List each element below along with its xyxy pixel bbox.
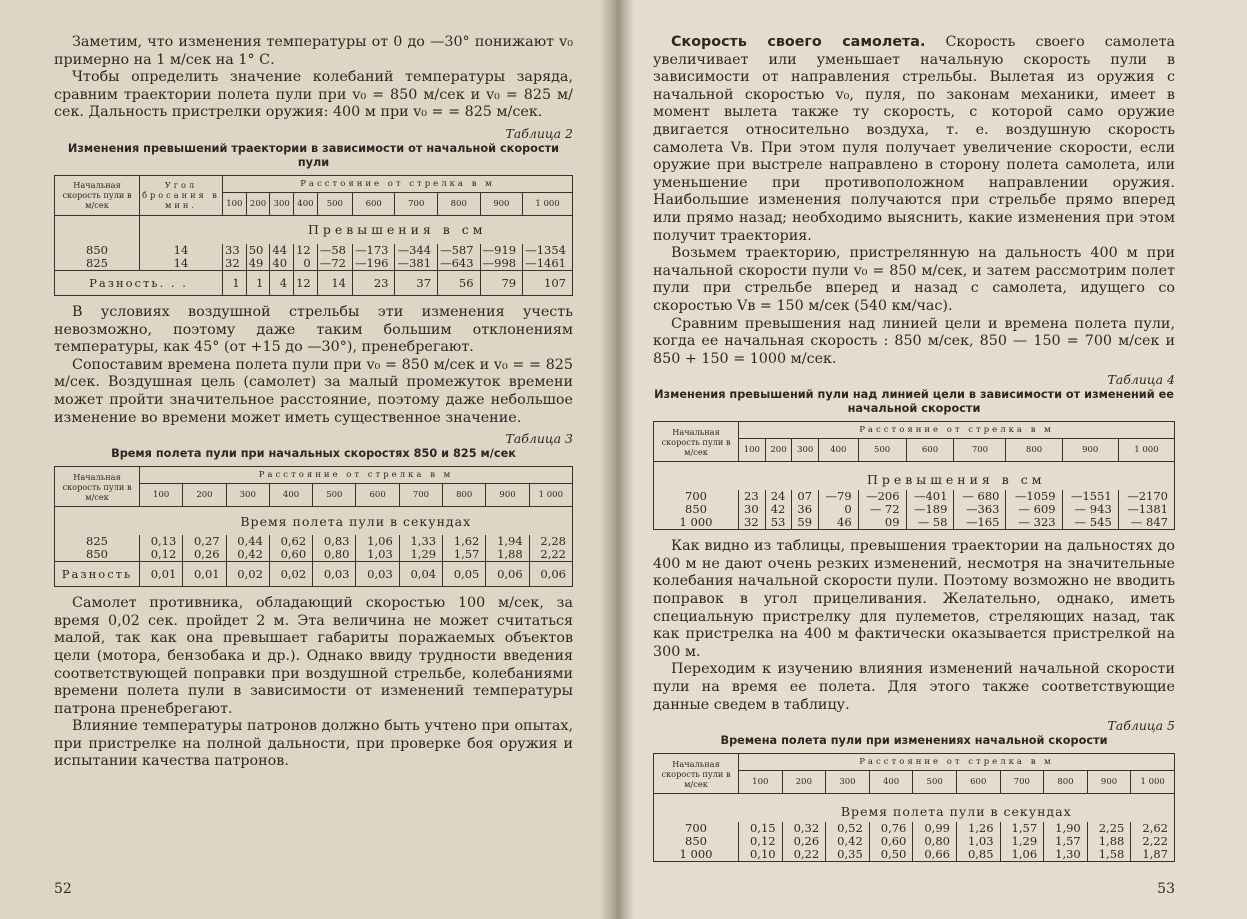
value-cell: 2,22 <box>1131 835 1175 848</box>
paragraph: Как видно из таблицы, превышения траектории на дальностях до 400 м не дают очень резких изменений, несмотря на значительные колебания начальной скорости пули. Поэтому возможно не вводить поправок в угол прицеливания. Желательно, однако, иметь специальную пристрелку для пулеметов, стреляющих назад, так как пристрелка на 400 м фактически оказывается пристрелкой на 300 м. <box>653 538 1175 660</box>
value-cell: 30 <box>739 503 766 516</box>
value-cell: 0,85 <box>956 848 1000 862</box>
value-cell: 0,32 <box>782 822 826 835</box>
value-cell: 1,33 <box>399 535 442 548</box>
distance-header-cell: 700 <box>1000 771 1044 794</box>
value-cell: 0,44 <box>226 535 269 548</box>
value-cell: 2,25 <box>1087 822 1131 835</box>
table-3 <box>54 466 573 587</box>
paragraph: Заметим, что изменения температуры от 0 до —30° понижают v₀ примерно на 1 м/сек на 1° С. <box>54 34 573 68</box>
value-cell: 50 <box>246 244 270 257</box>
distance-header-cell: 300 <box>226 484 269 507</box>
value-cell: —381 <box>395 257 438 271</box>
table-label: Таблица 4 <box>1107 372 1175 388</box>
value-cell: 1,87 <box>1131 848 1175 862</box>
speed-cell: 700 <box>654 822 739 835</box>
value-cell: 0,76 <box>869 822 913 835</box>
value-cell: 59 <box>792 516 819 530</box>
value-cell: 0 <box>294 257 318 271</box>
value-cell: 1,88 <box>1087 835 1131 848</box>
distance-header-cell: 200 <box>765 439 792 462</box>
paragraph: Сопоставим времена полета пули при v₀ = 850 м/сек и v₀ = = 825 м/сек. Воздушная цель (самолет) за малый промежуток времени может пройти значительное расстояние, поэтому даже небольшое изменение во времени может иметь существенное значение. <box>54 356 573 426</box>
paragraph-lead: Скорость своего самолета. <box>671 34 926 50</box>
value-cell: —189 <box>906 503 954 516</box>
value-cell: — 943 <box>1062 503 1118 516</box>
value-cell: 0,42 <box>226 548 269 562</box>
diff-value-cell: 0,06 <box>486 562 529 587</box>
diff-value-cell: 0,06 <box>529 562 572 587</box>
value-cell: 1,90 <box>1044 822 1088 835</box>
value-cell: — 323 <box>1006 516 1062 530</box>
col-header-speed: Начальная скорость пули в м/сек <box>55 467 140 507</box>
value-cell: — 609 <box>1006 503 1062 516</box>
distance-header-cell: 300 <box>792 439 819 462</box>
speed-cell: 850 <box>55 548 140 562</box>
value-cell: —1381 <box>1118 503 1174 516</box>
distance-header-cell: 600 <box>352 192 395 215</box>
table-2 <box>54 175 573 296</box>
distance-header-cell: 400 <box>269 484 312 507</box>
table-row <box>654 822 1175 835</box>
distance-header-cell: 200 <box>246 192 270 215</box>
distance-header-cell: 300 <box>270 192 294 215</box>
value-cell: —2170 <box>1118 490 1174 503</box>
distance-header-cell: 600 <box>356 484 399 507</box>
value-cell: —196 <box>352 257 395 271</box>
table-label: Таблица 3 <box>505 431 573 447</box>
value-cell: 1,30 <box>1044 848 1088 862</box>
paragraph: В условиях воздушной стрельбы эти изменения учесть невозможно, поэтому даже таким большим отклонениям температуры, как 45° (от +15 до —30°), пренебрегают. <box>54 303 573 356</box>
page-number: 53 <box>1157 881 1175 897</box>
table-row <box>654 835 1175 848</box>
value-cell: 23 <box>739 490 766 503</box>
table-row <box>654 516 1175 530</box>
table-title: Время полета пули при начальных скоростях 850 и 825 м/сек <box>111 447 516 461</box>
distance-header-cell: 700 <box>954 439 1006 462</box>
value-cell: —1461 <box>523 257 573 271</box>
value-cell: 1,57 <box>443 548 486 562</box>
distance-header-cell: 500 <box>858 439 906 462</box>
distance-header-cell: 600 <box>906 439 954 462</box>
section-label: Превышения в см <box>866 471 1046 487</box>
value-cell: 0,22 <box>782 848 826 862</box>
distance-header-cell: 1 000 <box>529 484 572 507</box>
value-cell: 1,06 <box>356 535 399 548</box>
table-4 <box>653 421 1175 530</box>
distance-header-cell: 100 <box>223 192 247 215</box>
diff-value-cell: 12 <box>294 270 318 295</box>
diff-label-cell: Разность. . . <box>55 270 223 295</box>
value-cell: — 680 <box>954 490 1006 503</box>
speed-cell: 850 <box>654 503 739 516</box>
value-cell: 0,35 <box>826 848 870 862</box>
diff-value-cell: 0,04 <box>399 562 442 587</box>
value-cell: 0,60 <box>269 548 312 562</box>
distance-header-cell: 500 <box>313 484 356 507</box>
value-cell: —79 <box>819 490 859 503</box>
value-cell: — 847 <box>1118 516 1174 530</box>
paragraph <box>653 34 1175 245</box>
value-cell: —344 <box>395 244 438 257</box>
distance-header-cell: 900 <box>486 484 529 507</box>
speed-cell: 850 <box>654 835 739 848</box>
value-cell: 0,15 <box>739 822 783 835</box>
value-cell: —165 <box>954 516 1006 530</box>
table-row <box>55 562 573 587</box>
value-cell: — 72 <box>858 503 906 516</box>
value-cell: —401 <box>906 490 954 503</box>
value-cell: 09 <box>858 516 906 530</box>
value-cell: 2,62 <box>1131 822 1175 835</box>
diff-value-cell: 1 <box>223 270 247 295</box>
diff-value-cell: 0,05 <box>443 562 486 587</box>
value-cell: 44 <box>270 244 294 257</box>
value-cell: 0,80 <box>313 548 356 562</box>
table-row <box>55 270 573 295</box>
speed-cell: 825 <box>55 535 140 548</box>
value-cell: 0,12 <box>739 835 783 848</box>
speed-cell: 1 000 <box>654 848 739 862</box>
distance-header-cell: 1 000 <box>1131 771 1175 794</box>
value-cell: 1,06 <box>1000 848 1044 862</box>
value-cell: — 58 <box>906 516 954 530</box>
value-cell: —587 <box>438 244 481 257</box>
speed-cell: 1 000 <box>654 516 739 530</box>
distance-header-cell: 100 <box>140 484 183 507</box>
diff-value-cell: 0,01 <box>140 562 183 587</box>
diff-value-cell: 56 <box>438 270 481 295</box>
table-title: Изменения превышений траектории в зависимости от начальной скорости пули <box>67 141 560 169</box>
value-cell: —173 <box>352 244 395 257</box>
value-cell: 1,03 <box>356 548 399 562</box>
angle-cell: 14 <box>140 244 223 257</box>
diff-value-cell: 0,02 <box>269 562 312 587</box>
value-cell: 1,88 <box>486 548 529 562</box>
value-cell: 0,12 <box>140 548 183 562</box>
distance-header-cell: 800 <box>438 192 481 215</box>
value-cell: 42 <box>765 503 792 516</box>
value-cell: 40 <box>270 257 294 271</box>
distance-header-cell: 900 <box>1087 771 1131 794</box>
table-title: Изменения превышений пули над линией цели в зависимости от изменений ее начальной скорости <box>654 388 1174 416</box>
paragraph: Возьмем траекторию, пристрелянную на дальность 400 м при начальной скорости пули v₀ = 850 м/сек, и затем рассмотрим полет пули при стрельбе вперед и назад с самолета, идущего со скоростью Vв = 150 м/сек (540 км/час). <box>653 245 1175 314</box>
value-cell: 0 <box>819 503 859 516</box>
table-row <box>55 535 573 548</box>
section-label: Время полета пули в секундах <box>840 803 1072 819</box>
section-label: Превышения в см <box>307 222 487 238</box>
value-cell: 1,57 <box>1044 835 1088 848</box>
distance-header-cell: 100 <box>739 771 783 794</box>
distance-header-cell: 100 <box>739 439 766 462</box>
table-row <box>55 548 573 562</box>
speed-cell: 700 <box>654 490 739 503</box>
value-cell: 2,22 <box>529 548 572 562</box>
distance-header-cell: 500 <box>317 192 352 215</box>
value-cell: 32 <box>223 257 247 271</box>
value-cell: 07 <box>792 490 819 503</box>
distance-header-cell: 800 <box>443 484 486 507</box>
value-cell: 0,80 <box>913 835 957 848</box>
distance-header: Расстояние от стрелка в м <box>140 467 573 484</box>
value-cell: — 545 <box>1062 516 1118 530</box>
value-cell: 2,28 <box>529 535 572 548</box>
distance-header-cell: 200 <box>782 771 826 794</box>
value-cell: —919 <box>480 244 523 257</box>
distance-header-cell: 400 <box>294 192 318 215</box>
table-title: Времена полета пули при изменениях начальной скорости <box>720 734 1108 748</box>
diff-value-cell: 0,03 <box>356 562 399 587</box>
value-cell: —363 <box>954 503 1006 516</box>
value-cell: —643 <box>438 257 481 271</box>
table-label: Таблица 2 <box>505 125 573 141</box>
paragraph: Влияние температуры патронов должно быть учтено при опытах, при пристрелке на полной дальности, при проверке боя оружия и испытании качества патронов. <box>54 718 573 770</box>
value-cell: 0,26 <box>183 548 226 562</box>
value-cell: —58 <box>317 244 352 257</box>
value-cell: 0,99 <box>913 822 957 835</box>
distance-header-cell: 300 <box>826 771 870 794</box>
diff-value-cell: 79 <box>480 270 523 295</box>
distance-header-cell: 700 <box>395 192 438 215</box>
speed-cell: 850 <box>55 244 140 257</box>
distance-header-cell: 500 <box>913 771 957 794</box>
distance-header: Расстояние от стрелка в м <box>223 175 573 192</box>
value-cell: 1,29 <box>1000 835 1044 848</box>
distance-header-cell: 800 <box>1006 439 1062 462</box>
value-cell: 1,94 <box>486 535 529 548</box>
distance-header-cell: 900 <box>1062 439 1118 462</box>
paragraph: Чтобы определить значение колебаний температуры заряда, сравним траектории полета пули при v₀ = 850 м/сек и v₀ = 825 м/сек. Дальность пристрелки оружия: 400 м при v₀ = = 825 м/сек. <box>54 69 573 121</box>
value-cell: 0,52 <box>826 822 870 835</box>
distance-header-cell: 400 <box>819 439 859 462</box>
value-cell: 46 <box>819 516 859 530</box>
left-page <box>0 0 617 919</box>
table-label: Таблица 5 <box>1107 718 1175 734</box>
diff-value-cell: 4 <box>270 270 294 295</box>
value-cell: 1,29 <box>399 548 442 562</box>
diff-value-cell: 107 <box>523 270 573 295</box>
value-cell: 0,83 <box>313 535 356 548</box>
value-cell: 36 <box>792 503 819 516</box>
value-cell: 0,42 <box>826 835 870 848</box>
value-cell: 0,27 <box>183 535 226 548</box>
distance-header-cell: 1 000 <box>1118 439 1174 462</box>
distance-header-cell: 1 000 <box>523 192 573 215</box>
distance-header-cell: 200 <box>183 484 226 507</box>
diff-value-cell: 1 <box>246 270 270 295</box>
distance-header-cell: 600 <box>956 771 1000 794</box>
speed-cell: 825 <box>55 257 140 271</box>
value-cell: 49 <box>246 257 270 271</box>
value-cell: —1354 <box>523 244 573 257</box>
diff-value-cell: 0,02 <box>226 562 269 587</box>
value-cell: 0,10 <box>739 848 783 862</box>
value-cell: —206 <box>858 490 906 503</box>
paragraph-text: Скорость своего самолета увеличивает или уменьшает начальную скорость пули в зависимости от направления стрельбы. Вылетая из оружия с начальной скоростью v₀, пуля, по законам механики, имеет в момент вылета также ту скорость, с которой само оружие двигается относительно воздуха, т. е. воздушную скорость самолета Vв. При этом пуля получает увеличение скорости, если оружие при выстреле направлено в сторону полета самолета, или уменьшение при противоположном направлении оружия. Наибольшие изменения получаются при стрельбе прямо вперед или прямо назад; необходимо выяснить, какие изменения при этом получит траектория. <box>653 34 1175 244</box>
value-cell: 1,62 <box>443 535 486 548</box>
diff-value-cell: 0,03 <box>313 562 356 587</box>
value-cell: —1059 <box>1006 490 1062 503</box>
diff-value-cell: 23 <box>352 270 395 295</box>
paragraph: Самолет противника, обладающий скоростью 100 м/сек, за время 0,02 сек. пройдет 2 м. Эта величина не может считаться малой, так как она превышает габариты поражаемых объектов цели (мотора, бензобака и др.). Однако ввиду трудности введения соответствующей поправки при воздушной стрельбе, колебаниями времени полета пули в зависимости от изменений температуры патрона пренебрегают. <box>54 595 573 717</box>
value-cell: 1,57 <box>1000 822 1044 835</box>
value-cell: 53 <box>765 516 792 530</box>
table-row <box>55 257 573 271</box>
diff-value-cell: 14 <box>317 270 352 295</box>
right-page <box>617 0 1247 919</box>
col-header-speed: Начальная скорость пули в м/сек <box>654 754 739 794</box>
value-cell: —1551 <box>1062 490 1118 503</box>
value-cell: 0,60 <box>869 835 913 848</box>
paragraph: Сравним превышения над линией цели и времена полета пули, когда ее начальная скорость : 850 м/сек, 850 — 150 = 700 м/сек и 850 + 150 = 1000 м/сек. <box>653 315 1175 367</box>
value-cell: 0,66 <box>913 848 957 862</box>
distance-header-cell: 900 <box>480 192 523 215</box>
value-cell: 1,58 <box>1087 848 1131 862</box>
value-cell: 0,62 <box>269 535 312 548</box>
diff-value-cell: 37 <box>395 270 438 295</box>
table-row <box>654 848 1175 862</box>
value-cell: —72 <box>317 257 352 271</box>
distance-header: Расстояние от стрелка в м <box>739 422 1175 439</box>
value-cell: 0,13 <box>140 535 183 548</box>
value-cell: —998 <box>480 257 523 271</box>
value-cell: 1,03 <box>956 835 1000 848</box>
book-gutter <box>600 0 634 919</box>
angle-cell: 14 <box>140 257 223 271</box>
value-cell: 32 <box>739 516 766 530</box>
value-cell: 1,26 <box>956 822 1000 835</box>
diff-value-cell: 0,01 <box>183 562 226 587</box>
distance-header-cell: 800 <box>1044 771 1088 794</box>
paragraph: Переходим к изучению влияния изменений начальной скорости пули на время ее полета. Для этого также соответствующие данные сведем в таблицу. <box>653 661 1175 713</box>
value-cell: 0,26 <box>782 835 826 848</box>
table-5 <box>653 753 1175 862</box>
diff-label-cell: Разность <box>55 562 140 587</box>
value-cell: 33 <box>223 244 247 257</box>
col-header-angle: Угол бросания в мин. <box>140 175 223 215</box>
col-header-speed: Начальная скорость пули в м/сек <box>654 422 739 462</box>
distance-header: Расстояние от стрелка в м <box>739 754 1175 771</box>
page-number: 52 <box>54 881 72 897</box>
section-label: Время полета пули в секундах <box>240 513 472 529</box>
distance-header-cell: 400 <box>869 771 913 794</box>
value-cell: 0,50 <box>869 848 913 862</box>
value-cell: 24 <box>765 490 792 503</box>
distance-header-cell: 700 <box>399 484 442 507</box>
col-header-speed: Начальная скорость пули в м/сек <box>55 175 140 215</box>
value-cell: 12 <box>294 244 318 257</box>
